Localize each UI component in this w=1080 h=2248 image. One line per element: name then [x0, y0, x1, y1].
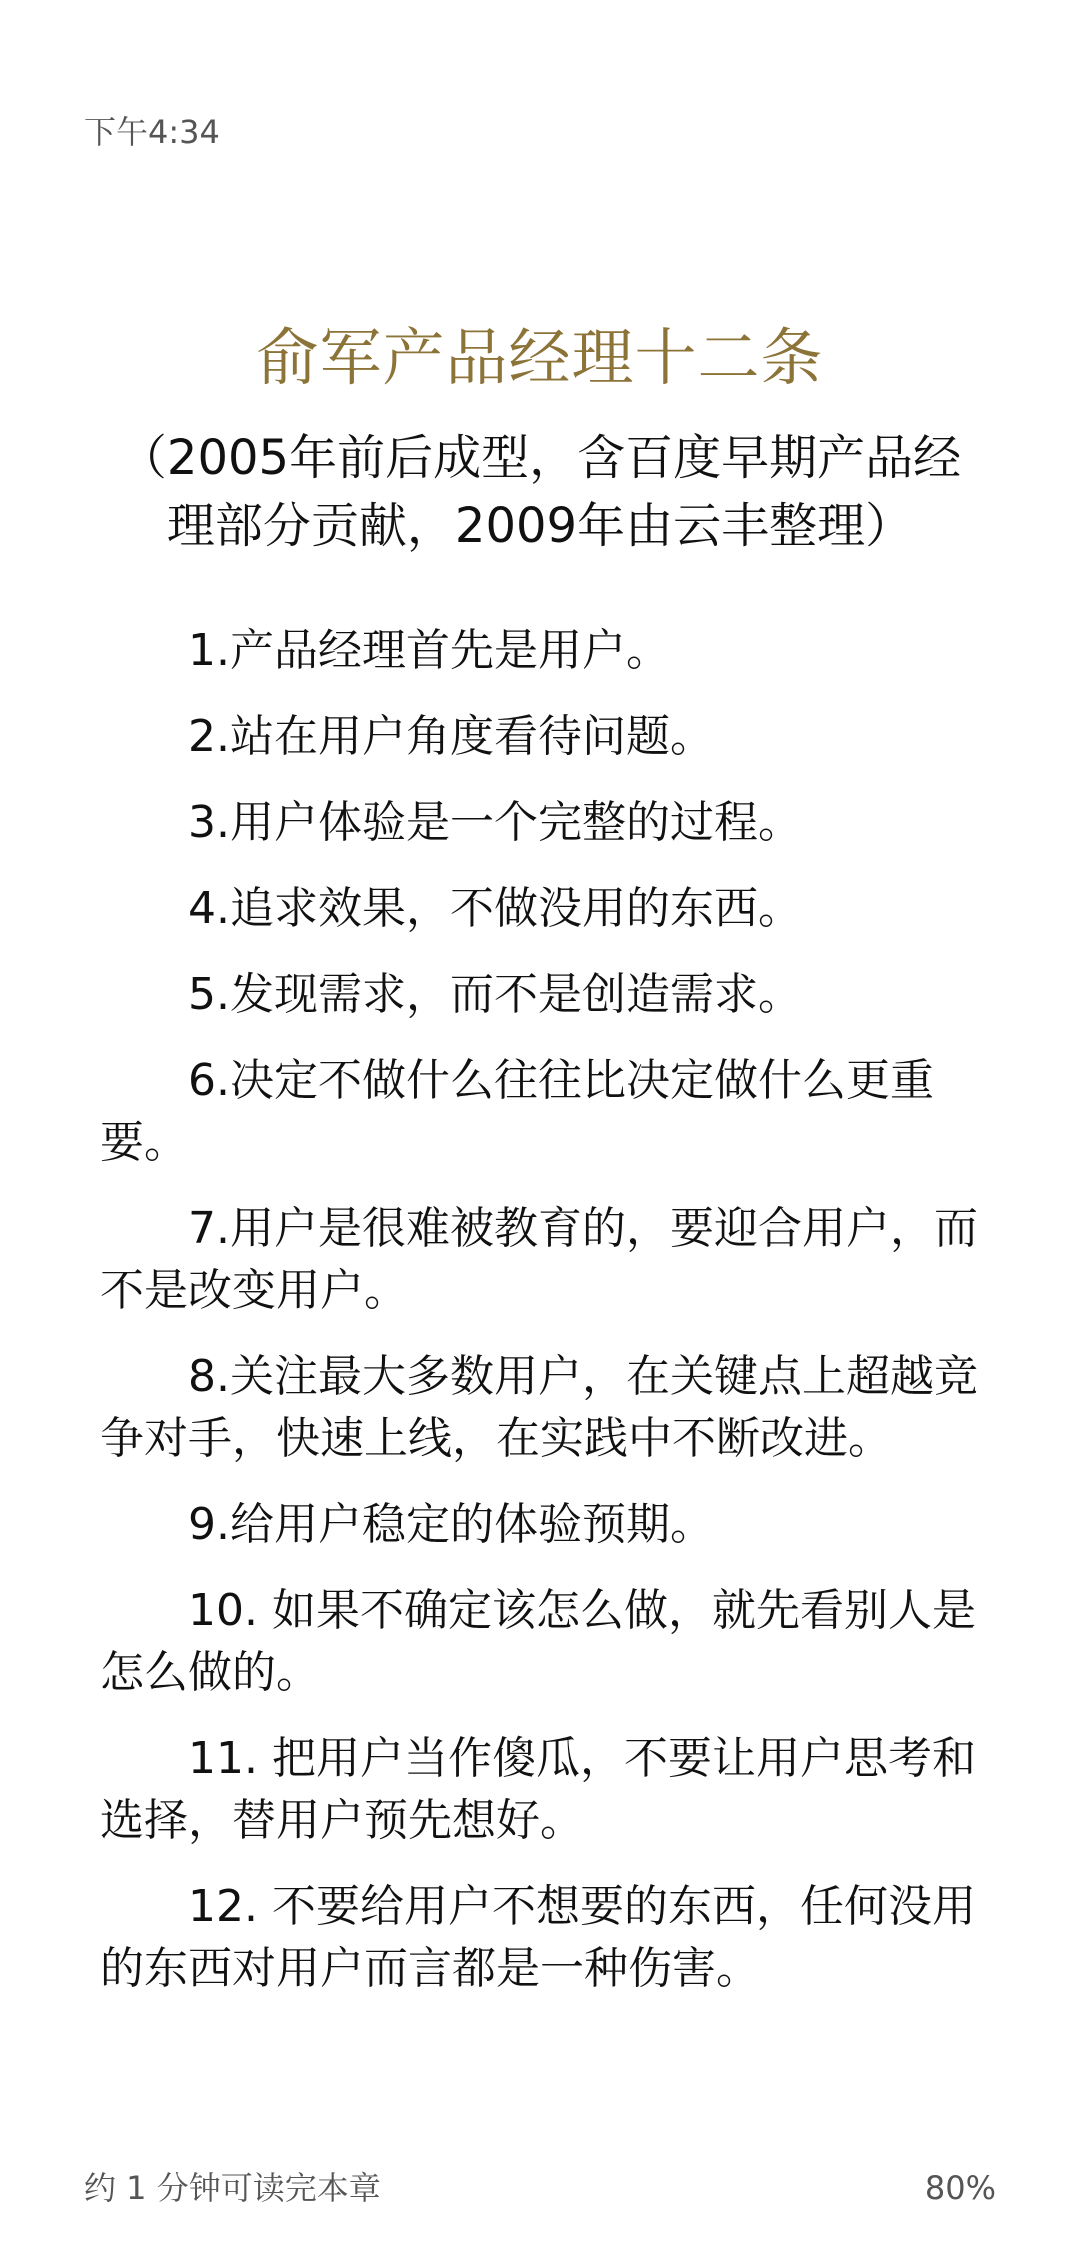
paragraph: 10. 如果不确定该怎么做，就先看别人是怎么做的。: [100, 1585, 976, 1698]
chapter-subtitle: （2005年前后成型，含百度早期产品经理部分贡献，2009年由云丰整理）: [118, 430, 962, 554]
paragraph: 7.用户是很难被教育的，要迎合用户，而不是改变用户。: [100, 1203, 978, 1316]
paragraph: 12. 不要给用户不想要的东西，任何没用的东西对用户而言都是一种伤害。: [100, 1881, 976, 1994]
reading-progress: 80%: [924, 2169, 996, 2207]
reading-time-label: 约 1 分钟可读完本章: [84, 2169, 381, 2207]
paragraph: 8.关注最大多数用户，在关键点上超越竞争对手，快速上线，在实践中不断改进。: [100, 1351, 978, 1464]
chapter-title: 俞军产品经理十二条: [256, 321, 824, 394]
paragraph: 2.站在用户角度看待问题。: [188, 711, 714, 762]
status-time: 下午4:34: [84, 113, 220, 151]
paragraph: 11. 把用户当作傻瓜，不要让用户思考和选择，替用户预先想好。: [100, 1733, 976, 1846]
paragraph: 4.追求效果，不做没用的东西。: [188, 883, 802, 934]
paragraph: 5.发现需求，而不是创造需求。: [188, 969, 802, 1020]
paragraph: 6.决定不做什么往往比决定做什么更重要。: [100, 1055, 934, 1168]
paragraph: 3.用户体验是一个完整的过程。: [188, 797, 802, 848]
chapter-content[interactable]: [100, 620, 980, 2024]
paragraph: 1.产品经理首先是用户。: [188, 625, 670, 676]
paragraph: 9.给用户稳定的体验预期。: [188, 1499, 714, 1550]
